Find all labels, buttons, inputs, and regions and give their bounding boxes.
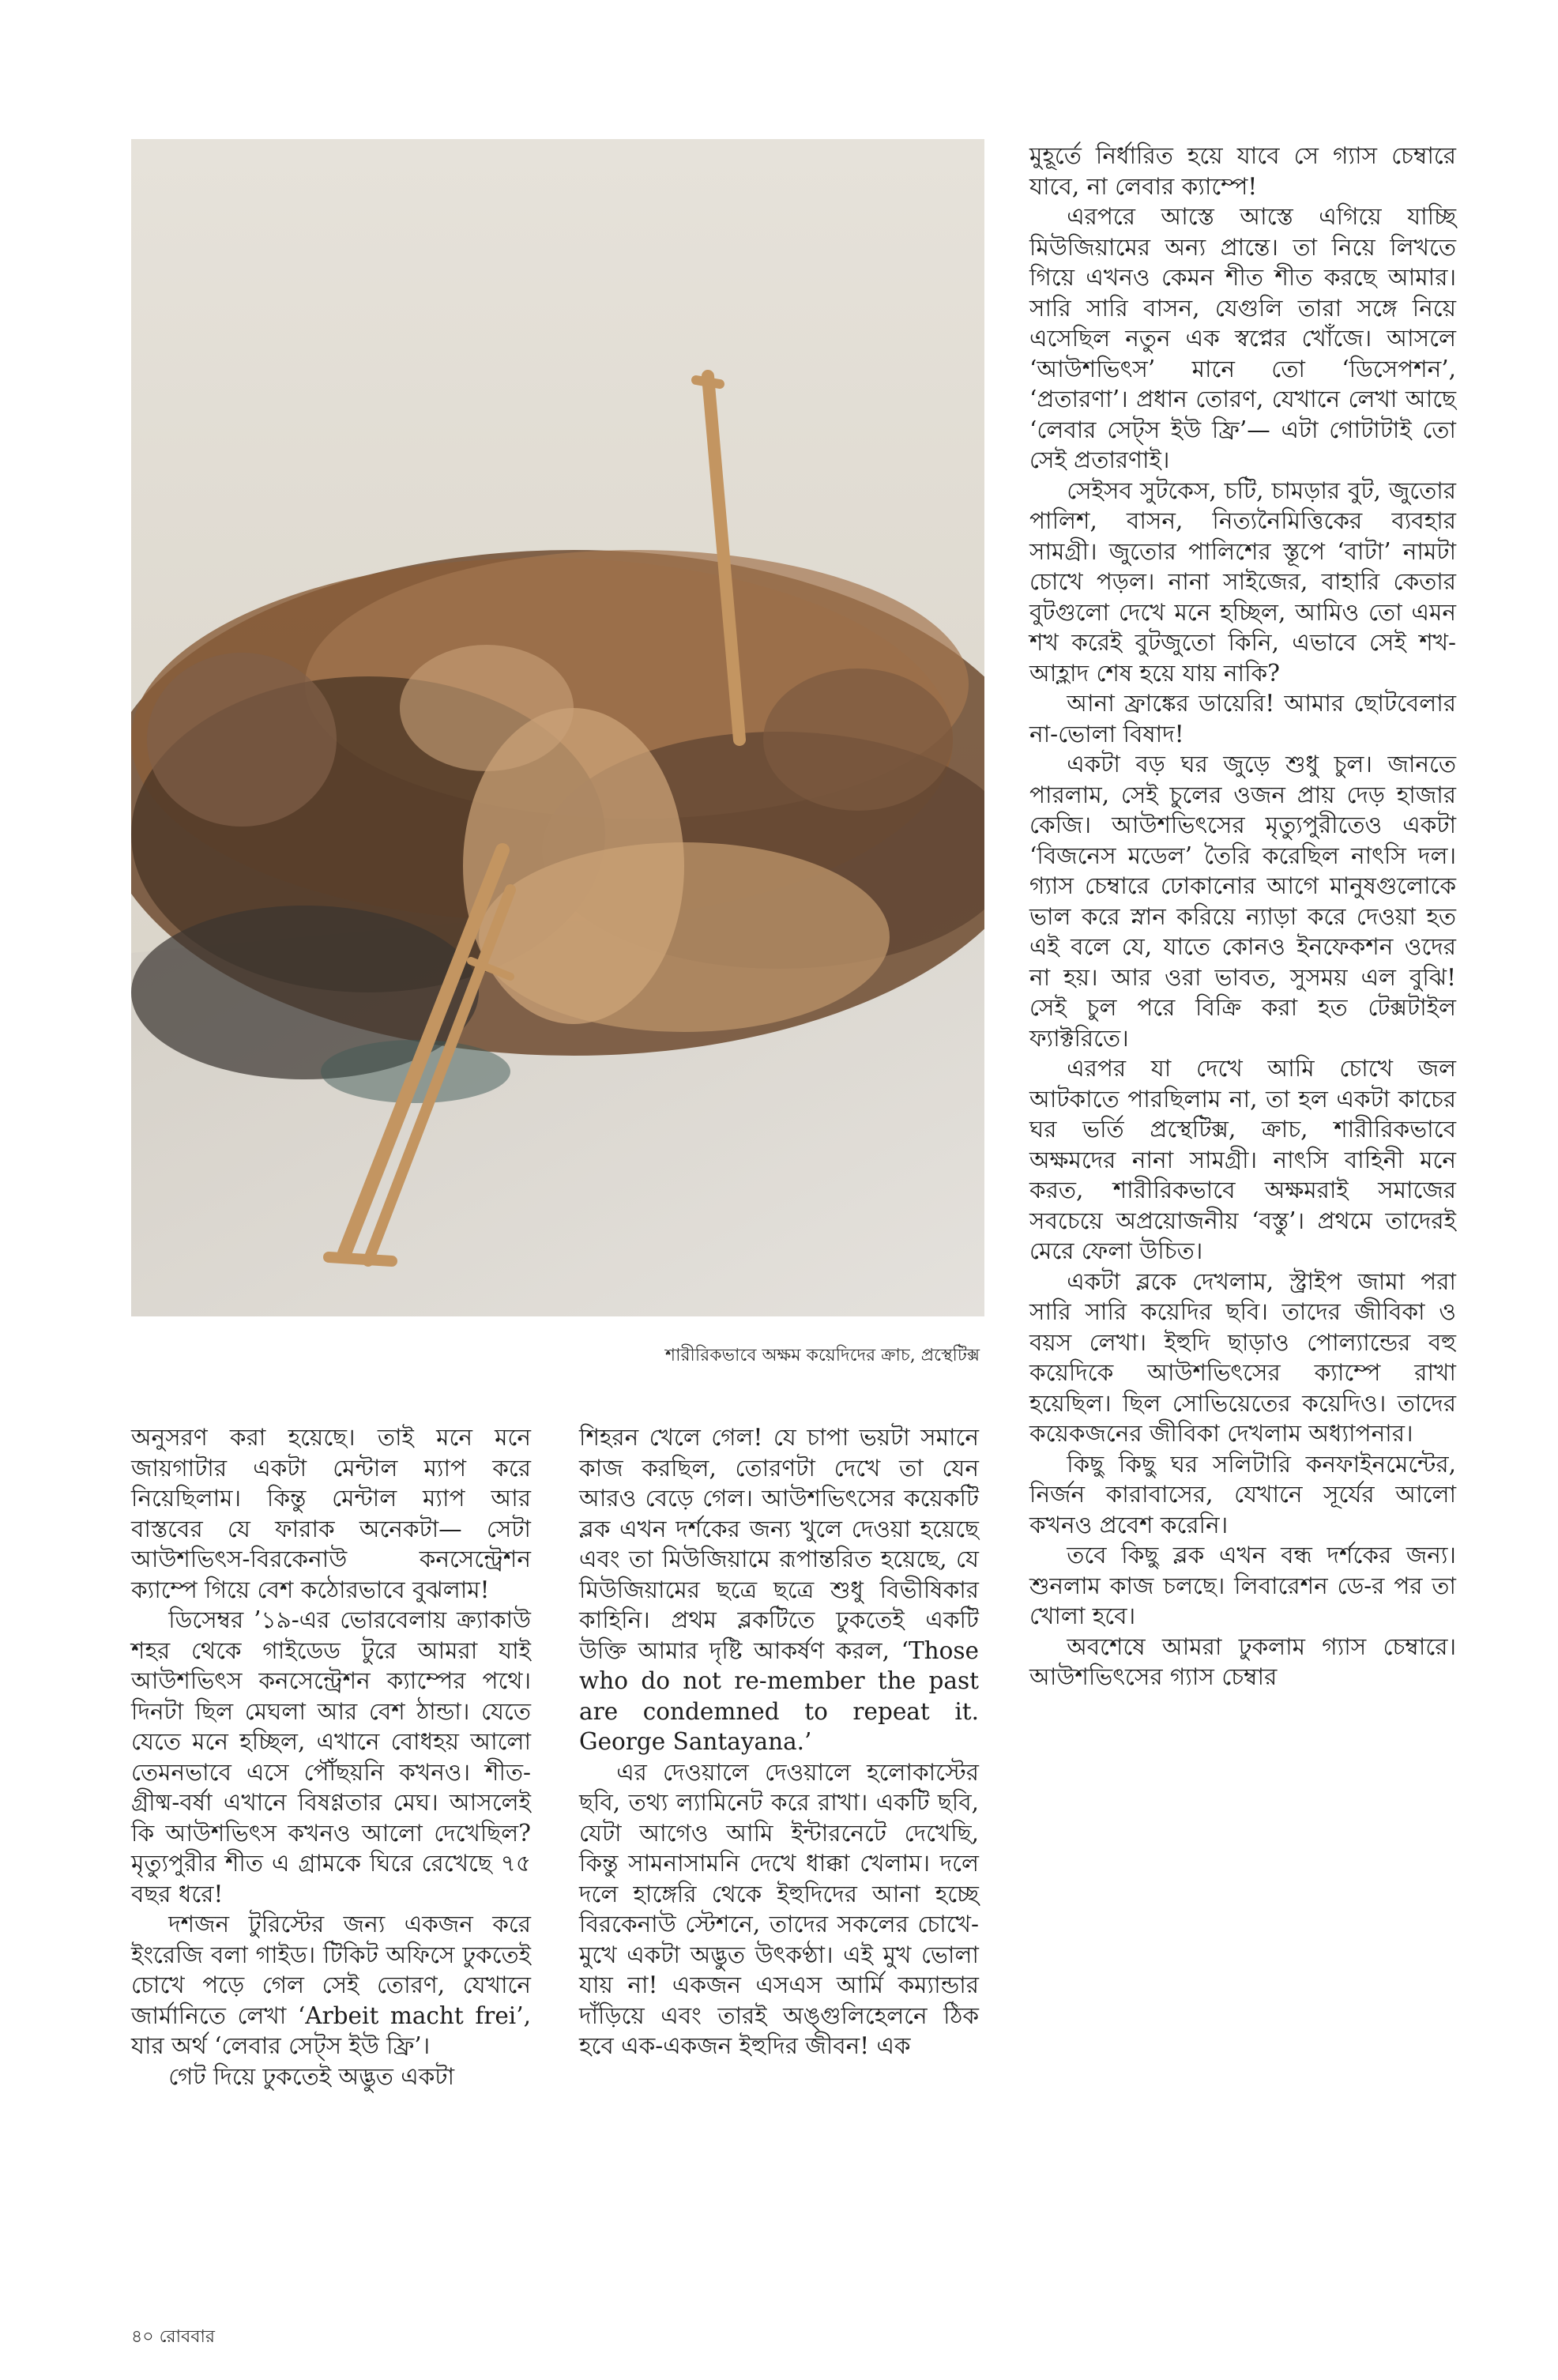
paragraph: গেট দিয়ে ঢুকতেই অদ্ভুত একটা — [168, 2062, 455, 2090]
paragraph: একটা ব্লকে দেখলাম, স্ট্রাইপ জামা পরা সারি সারি কয়েদির ছবি। তাদের জীবিকা ও বয়স লেখা। ইহুদি ছাড়াও পোল্যান্ডের বহু কয়েদিকে আউশভিৎসের ক্যাম্পে রাখা হয়েছিল। ছিল সোভিয়েতের কয়েদিও। তাদের কয়েকজনের জীবিকা দেখলাম অধ্যাপনার। — [1029, 1267, 1456, 1447]
paragraph: অনুসরণ করা হয়েছে। তাই মনে মনে জায়গাটার একটা মেন্টাল ম্যাপ করে নিয়েছিলাম। কিন্তু মেন্টাল ম্যাপ আর বাস্তবের যে ফারাক অনেকটা— সেটা আউশভিৎস-বিরকেনাউ কনসেন্ট্রেশন ক্যাম্পে গিয়ে বেশ কঠোরভাবে বুঝলাম! — [131, 1424, 531, 1603]
paragraph: আনা ফ্রাঙ্কের ডায়েরি! আমার ছোটবেলার না-ভোলা বিষাদ! — [1029, 690, 1456, 748]
paragraph: অবশেষে আমরা ঢুকলাম গ্যাস চেম্বারে। আউশভিৎসের গ্যাস চেম্বার — [1029, 1632, 1456, 1690]
paragraph: এরপর যা দেখে আমি চোখে জল আটকাতে পারছিলাম না, তা হল একটা কাচের ঘর ভর্তি প্রস্থেটিক্স, ক্রাচ, শারীরিকভাবে অক্ষমদের নানা সামগ্রী। নাৎসি বাহিনী মনে করত, শারীরিকভাবে অক্ষমরাই সমাজের সবচেয়ে অপ্রয়োজনীয় ‘বস্তু’। প্রথমে তাদেরই মেরে ফেলা উচিত। — [1029, 1055, 1456, 1264]
article-column-2 — [579, 1422, 979, 2062]
prosthetics-photo-illustration — [131, 139, 984, 1316]
paragraph: ডিসেম্বর ’১৯-এর ভোরবেলায় ক্র্যাকাউ শহর থেকে গাইডেড টুরে আমরা যাই আউশভিৎস কনসেন্ট্রেশন ক্যাম্পের পথে। দিনটা ছিল মেঘলা আর বেশ ঠান্ডা। যেতে যেতে মনে হচ্ছিল, এখানে বোধহয় আলো তেমনভাবে এসে পৌঁছয়নি কখনও। শীত-গ্রীষ্ম-বর্ষা এখানে বিষণ্ণতার মেঘ। আসলেই কি আউশভিৎস কখনও আলো দেখেছিল? মৃত্যুপুরীর শীত এ গ্রামকে ঘিরে রেখেছে ৭৫ বছর ধরে! — [131, 1606, 531, 1907]
photo-caption: শারীরিকভাবে অক্ষম কয়েদিদের ক্রাচ, প্রস্থেটিক্স — [665, 1346, 980, 1365]
paragraph: সেইসব সুটকেস, চটি, চামড়ার বুট, জুতোর পালিশ, বাসন, নিত্যনৈমিত্তিকের ব্যবহার সামগ্রী। জুতোর পালিশের স্তূপে ‘বাটা’ নামটা চোখে পড়ল। নানা সাইজের, বাহারি কেতার বুটগুলো দেখে মনে হচ্ছিল, আমিও তো এমন শখ করেই বুটজুতো কিনি, এভাবে সেই শখ-আহ্লাদ শেষ হয়ে যায় নাকি? — [1029, 476, 1456, 687]
paragraph: কিছু কিছু ঘর সলিটারি কনফাইনমেন্টের, নির্জন কারাবাসের, যেখানে সূর্যের আলো কখনও প্রবেশ করেনি। — [1029, 1450, 1456, 1538]
paragraph: শিহরন খেলে গেল! যে চাপা ভয়টা সমানে কাজ করছিল, তোরণটা দেখে তা যেন আরও বেড়ে গেল। আউশভিৎসের কয়েকটি ব্লক এখন দর্শকের জন্য খুলে দেওয়া হয়েছে এবং তা মিউজিয়ামে রূপান্তরিত হয়েছে, যে মিউজিয়ামের ছত্রে ছত্রে শুধু বিভীষিকার কাহিনি। প্রথম ব্লকটিতে ঢুকতেই একটি উক্তি আমার দৃষ্টি আকর্ষণ করল, ‘Those who do not re-member the past are condemned to repeat it. George Santayana.’ — [579, 1424, 979, 1755]
page-folio: ৪০ রোববার — [131, 2327, 215, 2347]
paragraph: দশজন টুরিস্টের জন্য একজন করে ইংরেজি বলা গাইড। টিকিট অফিসে ঢুকতেই চোখে পড়ে গেল সেই তোরণ, যেখানে জার্মানিতে লেখা ‘Arbeit macht frei’, যার অর্থ ‘লেবার সেট্স ইউ ফ্রি’। — [131, 1911, 531, 2059]
paragraph: এরপরে আস্তে আস্তে এগিয়ে যাচ্ছি মিউজিয়ামের অন্য প্রান্তে। তা নিয়ে লিখতে গিয়ে এখনও কেমন শীত শীত করছে আমার। সারি সারি বাসন, যেগুলি তারা সঙ্গে নিয়ে এসেছিল নতুন এক স্বপ্নের খোঁজে। আসলে ‘আউশভিৎস’ মানে তো ‘ডিসেপশন’, ‘প্রতারণা’। প্রধান তোরণ, যেখানে লেখা আছে ‘লেবার সেট্স ইউ ফ্রি’— এটা গোটাটাই তো সেই প্রতারণাই। — [1029, 203, 1456, 473]
paragraph: মুহূর্তে নির্ধারিত হয়ে যাবে সে গ্যাস চেম্বারে যাবে, না লেবার ক্যাম্পে! — [1029, 142, 1456, 200]
article-column-right — [1029, 141, 1456, 1693]
paragraph: তবে কিছু ব্লক এখন বন্ধ দর্শকের জন্য। শুনলাম কাজ চলছে। লিবারেশন ডে-র পর তা খোলা হবে। — [1029, 1542, 1456, 1629]
article-column-1 — [131, 1422, 531, 2092]
paragraph: এর দেওয়ালে দেওয়ালে হলোকাস্টের ছবি, তথ্য ল্যামিনেট করে রাখা। একটি ছবি, যেটা আগেও আমি ইন্টারনেটে দেখেছি, কিন্তু সামনাসামনি দেখে ধাক্কা খেলাম। দলে দলে হাঙ্গেরি থেকে ইহুদিদের আনা হচ্ছে বিরকেনাউ স্টেশনে, তাদের সকলের চোখে-মুখে একটা অদ্ভুত উৎকণ্ঠা। এই মুখ ভোলা যায় না! একজন এসএস আর্মি কম্যান্ডার দাঁড়িয়ে এবং তারই অঙ্গুলিহেলনে ঠিক হবে এক-একজন ইহুদির জীবন! এক — [579, 1758, 979, 2059]
article-photo — [131, 139, 984, 1316]
paragraph: একটা বড় ঘর জুড়ে শুধু চুল। জানতে পারলাম, সেই চুলের ওজন প্রায় দেড় হাজার কেজি। আউশভিৎসের মৃত্যুপুরীতেও একটা ‘বিজনেস মডেল’ তৈরি করেছিল নাৎসি দল। গ্যাস চেম্বারে ঢোকানোর আগে মানুষগুলোকে ভাল করে স্নান করিয়ে ন্যাড়া করে দেওয়া হত এই বলে যে, যাতে কোনও ইনফেকশন ওদের না হয়। আর ওরা ভাবত, সুসময় এল বুঝি! সেই চুল পরে বিক্রি করা হত টেক্সটাইল ফ্যাক্টরিতে। — [1029, 751, 1456, 1052]
